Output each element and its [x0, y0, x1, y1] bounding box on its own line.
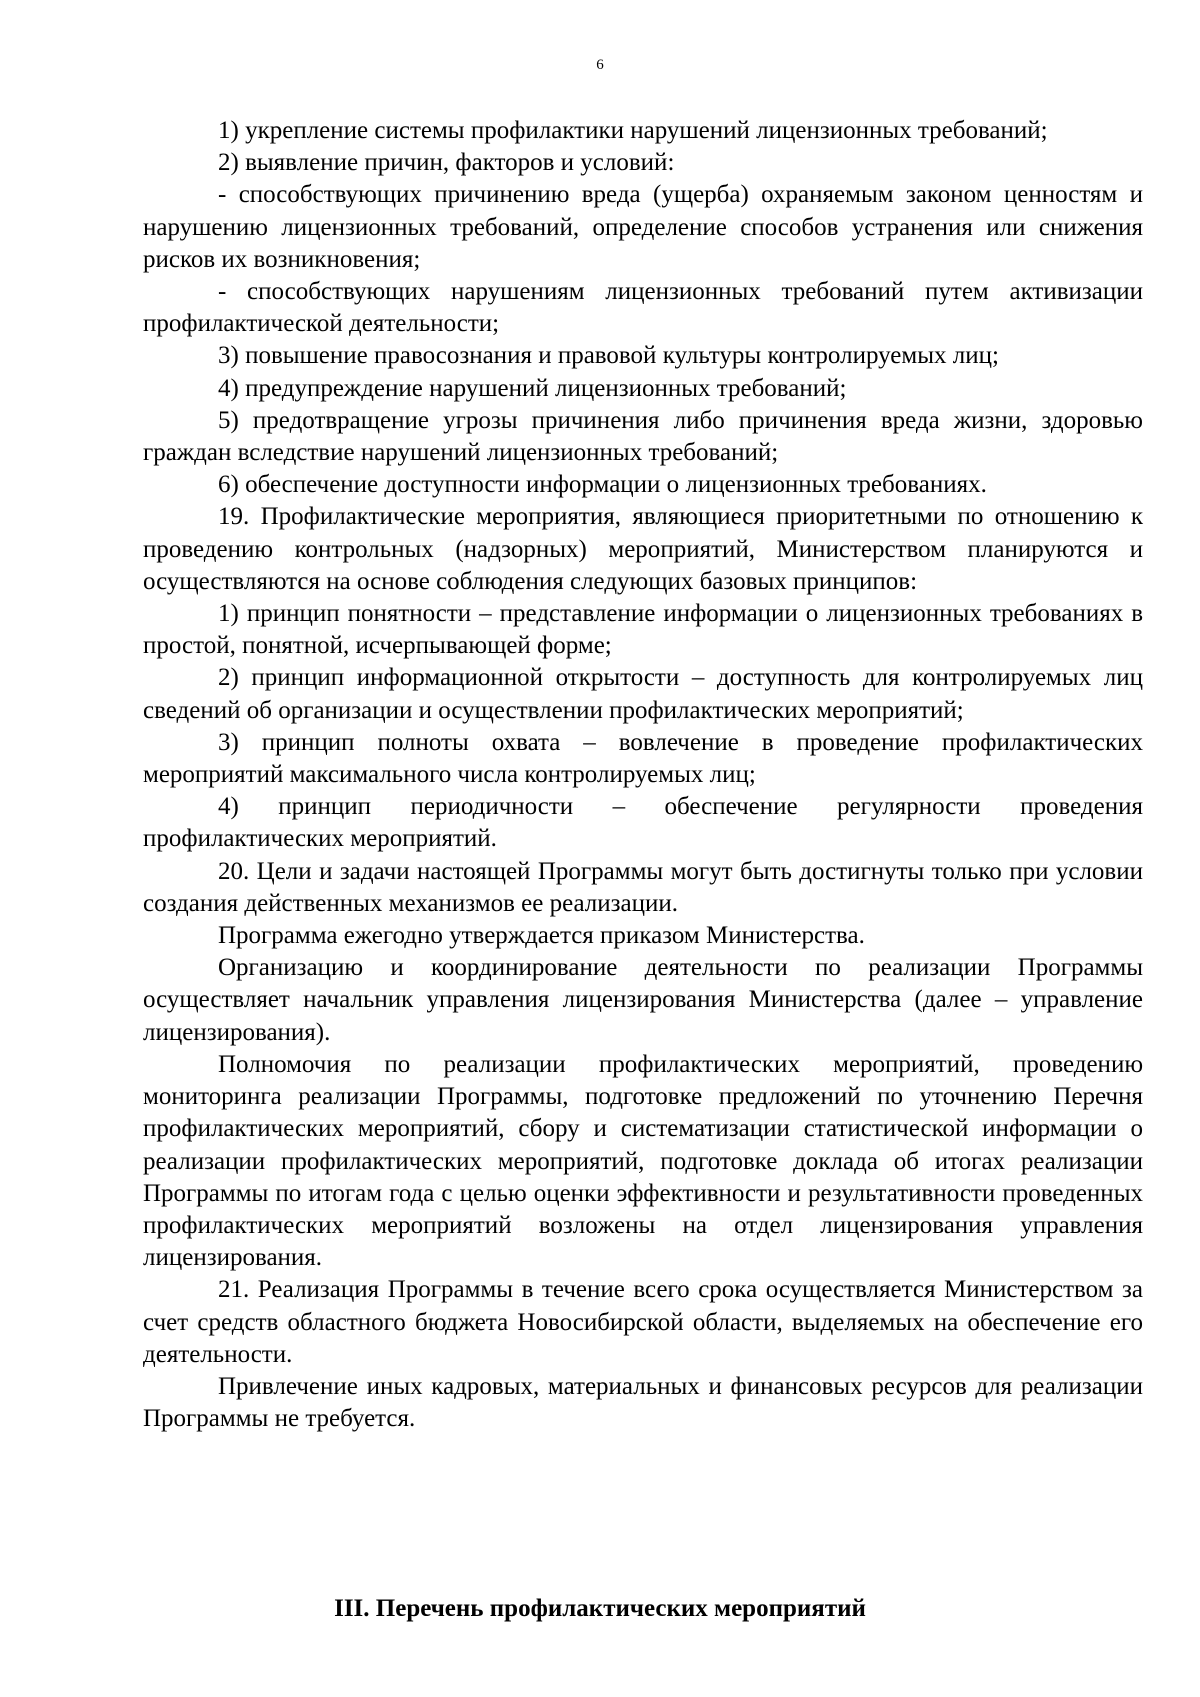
paragraph-16: Организацию и координирование деятельности по реализации Программы осуществляет начальник управления лицензирования Министерства (далее – управление лицензирования).: [143, 954, 1143, 1046]
paragraph-6: 4) предупреждение нарушений лицензионных требований;: [218, 374, 847, 402]
document-body: [143, 115, 1143, 1435]
paragraph-4: - способствующих нарушениям лицензионных требований путем активизации профилактической деятельности;: [143, 278, 1143, 338]
paragraph-11: 2) принцип информационной открытости – доступность для контролируемых лиц сведений об организации и осуществлении профилактических мероприятий;: [143, 664, 1143, 724]
section-heading: III. Перечень профилактических мероприятий: [334, 1595, 866, 1622]
page-number: 6: [596, 57, 604, 73]
paragraph-19: Привлечение иных кадровых, материальных и финансовых ресурсов для реализации Программы не требуется.: [143, 1372, 1143, 1433]
paragraph-10: 1) принцип понятности – представление информации о лицензионных требованиях в простой, понятной, исчерпывающей форме;: [143, 600, 1143, 660]
paragraph-15: Программа ежегодно утверждается приказом Министерства.: [218, 922, 865, 950]
paragraph-7: 5) предотвращение угрозы причинения либо причинения вреда жизни, здоровью граждан вследствие нарушений лицензионных требований;: [143, 406, 1143, 467]
paragraph-9: 19. Профилактические мероприятия, являющиеся приоритетными по отношению к проведению контрольных (надзорных) мероприятий, Министерством планируются и осуществляются на основе соблюдения следующих базовых принципов:: [143, 503, 1143, 595]
paragraph-5: 3) повышение правосознания и правовой культуры контролируемых лиц;: [218, 342, 999, 370]
paragraph-1: 1) укрепление системы профилактики нарушений лицензионных требований;: [218, 117, 1048, 144]
paragraph-17: Полномочия по реализации профилактических мероприятий, проведению мониторинга реализации Программы, подготовке предложений по уточнению Перечня профилактических мероприятий, сбору и систематизации статистической информации о реализации профилактических мероприятий, подготовке доклада об итогах реализации Программы по итогам года с целью оценки эффективности и результативности проведенных профилактических мероприятий возложены на отдел лицензирования управления лицензирования.: [143, 1050, 1143, 1272]
paragraph-2: 2) выявление причин, факторов и условий:: [218, 149, 675, 177]
paragraph-3: - способствующих причинению вреда (ущерба) охраняемым законом ценностям и нарушению лицензионных требований, определение способов устранения или снижения рисков их возникновения;: [143, 181, 1143, 273]
paragraph-18: 21. Реализация Программы в течение всего срока осуществляется Министерством за счет средств областного бюджета Новосибирской области, выделяемых на обеспечение его деятельности.: [143, 1276, 1143, 1368]
paragraph-12: 3) принцип полноты охвата – вовлечение в проведение профилактических мероприятий максимального числа контролируемых лиц;: [143, 728, 1143, 789]
paragraph-14: 20. Цели и задачи настоящей Программы могут быть достигнуты только при условии создания действенных механизмов ее реализации.: [143, 857, 1143, 917]
paragraph-13: 4) принцип периодичности – обеспечение регулярности проведения профилактических мероприятий.: [143, 793, 1143, 853]
paragraph-8: 6) обеспечение доступности информации о лицензионных требованиях.: [218, 471, 987, 499]
